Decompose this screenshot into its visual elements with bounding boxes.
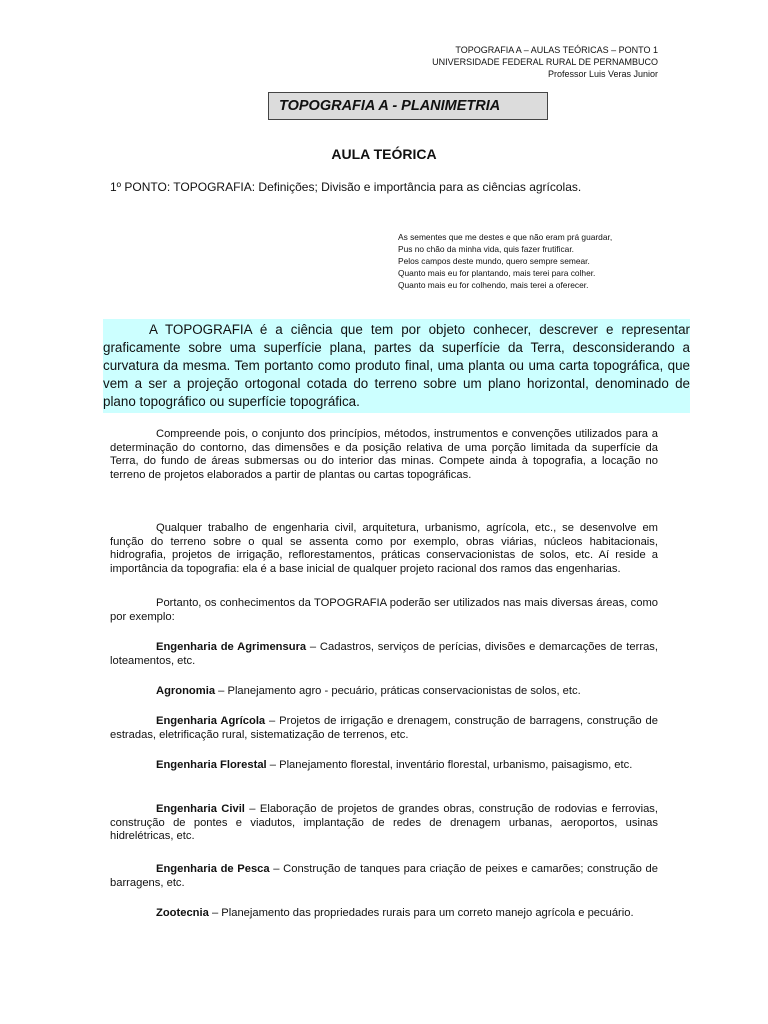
area-item [110,685,658,699]
poem-line: As sementes que me destes e que não eram prá guardar, [398,232,613,242]
poem-line: Quanto mais eu for plantando, mais terei para colher. [398,268,596,278]
area-title: Engenharia de Pesca [156,863,270,875]
area-title: Engenharia de Agrimensura [156,641,307,653]
area-item [110,803,658,844]
paragraph-text: Portanto, os conhecimentos da TOPOGRAFIA poderão ser utilizados nas mais diversas áreas, como por exemplo: [110,597,658,623]
area-title: Zootecnia [156,907,209,919]
area-item [110,759,658,773]
paragraph-text: Compreende pois, o conjunto dos princípios, métodos, instrumentos e convenções utilizados para a determinação do contorno, das dimensões e da posição relativa de uma porção limitada da superfície da Terra, do fundo de áreas submersas ou do interior das minas. Compete ainda à topografia, a locação no terreno de projetos elaborados a partir de plantas ou cartas topográficas. [110,428,658,481]
area-item [110,907,658,921]
document-title-box [268,92,548,120]
area-item [110,715,658,742]
area-title: Engenharia Agrícola [156,715,266,727]
area-description: – Construção de tanques para criação de peixes e camarões; construção de barragens, etc. [110,863,658,889]
topic-line: 1º PONTO: TOPOGRAFIA: Definições; Divisão e importância para as ciências agrícolas. [110,180,582,194]
area-item [110,863,658,890]
page-header [432,44,658,80]
area-title: Engenharia Florestal [156,759,267,771]
area-description: – Planejamento agro - pecuário, práticas conservacionistas de solos, etc. [215,685,581,697]
paragraph-scope [110,428,658,482]
area-item [110,641,658,668]
header-course: TOPOGRAFIA A – AULAS TEÓRICAS – PONTO 1 [455,45,658,55]
area-description: – Cadastros, serviços de perícias, divisões e demarcações de terras, loteamentos, etc. [110,641,658,667]
area-description: – Planejamento das propriedades rurais para um correto manejo agrícola e pecuário. [208,907,634,919]
poem-line: Pus no chão da minha vida, quis fazer frutificar. [398,244,574,254]
area-description: – Planejamento florestal, inventário florestal, urbanismo, paisagismo, etc. [266,759,633,771]
lecture-subtitle: AULA TEÓRICA [331,146,437,162]
paragraph-importance [110,522,658,576]
area-title: Agronomia [156,685,216,697]
area-description: – Projetos de irrigação e drenagem, construção de barragens, construção de estradas, eletrificação rural, sistematização de terrenos, etc. [110,715,658,741]
document-title: TOPOGRAFIA A - PLANIMETRIA [279,98,501,114]
area-description: – Elaboração de projetos de grandes obras, construção de rodovias e ferrovias, construção de pontes e viadutos, implantação de redes de drenagem urbanas, aeroportos, usinas hidrelétricas, etc. [110,803,658,843]
definition-highlight [103,319,690,413]
area-title: Engenharia Civil [156,803,245,815]
poem-line: Pelos campos deste mundo, quero sempre semear. [398,256,590,266]
epigraph-poem [398,231,612,291]
definition-text: A TOPOGRAFIA é a ciência que tem por objeto conhecer, descrever e representar graficamente sobre uma superfície plana, partes da superfície da Terra, desconsiderando a curvatura da mesma. Tem portanto como produto final, uma planta ou uma carta topográfica, que vem a ser a projeção ortogonal cotada do terreno sobre um plano horizontal, denominado de plano topográfico ou superfície topográfica. [103,322,690,409]
poem-line: Quanto mais eu for colhendo, mais terei a oferecer. [398,280,589,290]
header-professor: Professor Luis Veras Junior [547,69,658,79]
paragraph-text: Qualquer trabalho de engenharia civil, arquitetura, urbanismo, agrícola, etc., se desenvolve em função do terreno sobre o qual se assenta como por exemplo, obras viárias, núcleos habitacionais, hidrografia, projetos de irrigação, reflorestamentos, práticas conservacionistas de solos, etc. Aí reside a importância da topografia: ela é a base inicial de qualquer projeto racional dos ramos das engenharias. [110,522,658,575]
paragraph-areas-intro [110,597,658,624]
header-university: UNIVERSIDADE FEDERAL RURAL DE PERNAMBUCO [432,57,658,67]
